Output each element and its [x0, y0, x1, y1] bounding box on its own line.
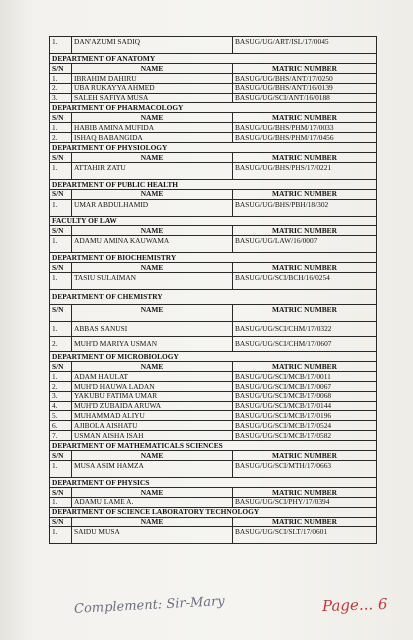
- department-title: DEPARTMENT OF PHARMACOLOGY: [50, 103, 377, 113]
- table-row: [50, 162, 377, 179]
- matric-number-cell: BASUG/UG/SCI/PHY/17/0394: [233, 497, 377, 507]
- matric-number-header: MATRIC NUMBER: [233, 517, 377, 527]
- matric-number-cell: BASUG/UG/SCI/CHM/17/0607: [233, 337, 377, 352]
- department-title: DEPARTMENT OF CHEMISTRY: [50, 290, 377, 305]
- student-name-cell: HABIB AMINA MUFIDA: [72, 123, 233, 133]
- student-name-cell: USMAN AISHA ISAH: [72, 431, 233, 441]
- department-heading-row: [50, 477, 377, 487]
- serial-number-cell: 1.: [50, 527, 72, 544]
- student-name-cell: MUH'D HAUWA LADAN: [72, 381, 233, 391]
- student-name-cell: ATTAHIR ZATU: [72, 162, 233, 179]
- serial-number-cell: 3.: [50, 391, 72, 401]
- student-name-header: NAME: [72, 63, 233, 73]
- table-row: [50, 527, 377, 544]
- table-row: [50, 497, 377, 507]
- matric-number-cell: BASUG/UG/SCI/MCB/17/0582: [233, 431, 377, 441]
- serial-number-header: S/N: [50, 113, 72, 123]
- matric-number-header: MATRIC NUMBER: [233, 63, 377, 73]
- student-name-cell: UBA RUKAYYA AHMED: [72, 83, 233, 93]
- table-row: [50, 381, 377, 391]
- matric-number-header: MATRIC NUMBER: [233, 113, 377, 123]
- table-row: [50, 199, 377, 216]
- student-name-header: NAME: [72, 226, 233, 236]
- student-list-table: [49, 36, 377, 544]
- table-row: [50, 73, 377, 83]
- serial-number-cell: 4.: [50, 401, 72, 411]
- matric-number-header: MATRIC NUMBER: [233, 263, 377, 273]
- serial-number-cell: 1.: [50, 73, 72, 83]
- serial-number-header: S/N: [50, 226, 72, 236]
- matric-number-cell: BASUG/UG/SCI/MCB/17/0011: [233, 371, 377, 381]
- serial-number-cell: 1.: [50, 199, 72, 216]
- student-name-header: NAME: [72, 362, 233, 372]
- matric-number-header: MATRIC NUMBER: [233, 362, 377, 372]
- department-title: DEPARTMENT OF PHYSIOLOGY: [50, 143, 377, 153]
- serial-number-cell: 5.: [50, 411, 72, 421]
- student-name-cell: SALEH SAFIYA MUSA: [72, 93, 233, 103]
- matric-number-cell: BASUG/UG/BHS/PHM/17/0456: [233, 133, 377, 143]
- student-name-header: NAME: [72, 487, 233, 497]
- matric-number-header: MATRIC NUMBER: [233, 451, 377, 461]
- serial-number-cell: 7.: [50, 431, 72, 441]
- department-heading-row: [50, 290, 377, 305]
- matric-number-cell: BASUG/UG/BHS/PHM/17/0033: [233, 123, 377, 133]
- matric-number-cell: BASUG/UG/LAW/16/0007: [233, 236, 377, 253]
- handwritten-complement-note: Complement: Sir-Mary: [73, 594, 225, 617]
- matric-number-cell: BASUG/UG/BHS/PBH/18/302: [233, 199, 377, 216]
- matric-number-header: MATRIC NUMBER: [233, 152, 377, 162]
- department-heading-row: [50, 143, 377, 153]
- serial-number-cell: 1.: [50, 123, 72, 133]
- department-heading-row: [50, 352, 377, 362]
- department-title: DEPARTMENT OF BIOCHEMISTRY: [50, 253, 377, 263]
- serial-number-header: S/N: [50, 189, 72, 199]
- matric-number-cell: BASUG/UG/SCI/CHM/17/0322: [233, 322, 377, 337]
- serial-number-cell: 2.: [50, 337, 72, 352]
- serial-number-cell: 1.: [50, 497, 72, 507]
- department-heading-row: [50, 253, 377, 263]
- student-name-cell: SAIDU MUSA: [72, 527, 233, 544]
- table-row: [50, 273, 377, 290]
- table-row: [50, 460, 377, 477]
- table-row: [50, 391, 377, 401]
- student-name-cell: ADAMU LAME A.: [72, 497, 233, 507]
- department-heading-row: [50, 441, 377, 451]
- student-name-cell: ADAM HAULAT: [72, 371, 233, 381]
- table-row: [50, 431, 377, 441]
- student-name-header: NAME: [72, 451, 233, 461]
- student-name-header: NAME: [72, 305, 233, 322]
- matric-number-cell: BASUG/UG/SCI/MCB/17/0068: [233, 391, 377, 401]
- column-header-row: [50, 226, 377, 236]
- matric-number-cell: BASUG/UG/ART/ISL/17/0045: [233, 37, 377, 54]
- student-name-cell: ABBAS SANUSI: [72, 322, 233, 337]
- serial-number-cell: 1.: [50, 371, 72, 381]
- matric-number-cell: BASUG/UG/SCI/MTH/17/0663: [233, 460, 377, 477]
- serial-number-cell: 1.: [50, 236, 72, 253]
- table-row: [50, 83, 377, 93]
- serial-number-cell: 6.: [50, 421, 72, 431]
- student-name-header: NAME: [72, 517, 233, 527]
- table-row: [50, 411, 377, 421]
- department-heading-row: [50, 216, 377, 226]
- column-header-row: [50, 517, 377, 527]
- column-header-row: [50, 263, 377, 273]
- matric-number-cell: BASUG/UG/SCI/MCB/17/0196: [233, 411, 377, 421]
- department-title: DEPARTMENT OF MICROBIOLOGY: [50, 352, 377, 362]
- student-name-header: NAME: [72, 263, 233, 273]
- serial-number-cell: 1.: [50, 37, 72, 54]
- department-title: DEPARTMENT OF ANATOMY: [50, 54, 377, 64]
- table-row: [50, 337, 377, 352]
- serial-number-header: S/N: [50, 63, 72, 73]
- serial-number-cell: 1.: [50, 460, 72, 477]
- serial-number-cell: 2.: [50, 83, 72, 93]
- serial-number-cell: 2.: [50, 133, 72, 143]
- student-name-cell: IBRAHIM DAHIRU: [72, 73, 233, 83]
- table-row: [50, 133, 377, 143]
- matric-number-cell: BASUG/UG/SCI/ANT/16/0188: [233, 93, 377, 103]
- student-name-cell: MUSA ASIM HAMZA: [72, 460, 233, 477]
- column-header-row: [50, 113, 377, 123]
- department-heading-row: [50, 179, 377, 189]
- student-name-header: NAME: [72, 113, 233, 123]
- matric-number-cell: BASUG/UG/BHS/PHS/17/0221: [233, 162, 377, 179]
- serial-number-header: S/N: [50, 517, 72, 527]
- table-row: [50, 123, 377, 133]
- department-title: DEPARTMENT OF PHYSICS: [50, 477, 377, 487]
- serial-number-cell: 2.: [50, 381, 72, 391]
- column-header-row: [50, 451, 377, 461]
- department-title: DEPARTMENT OF SCIENCE LABORATORY TECHNOLOGY: [50, 507, 377, 517]
- matric-number-cell: BASUG/UG/SCI/SLT/17/0601: [233, 527, 377, 544]
- serial-number-cell: 1.: [50, 162, 72, 179]
- department-heading-row: [50, 507, 377, 517]
- student-name-header: NAME: [72, 152, 233, 162]
- department-title: DEPARTMENT OF MATHEMATICALS SCIENCES: [50, 441, 377, 451]
- serial-number-cell: 1.: [50, 273, 72, 290]
- matric-number-cell: BASUG/UG/SCI/MCB/17/0067: [233, 381, 377, 391]
- table-row: [50, 401, 377, 411]
- serial-number-header: S/N: [50, 487, 72, 497]
- student-name-cell: ISHAQ BABANGIDA: [72, 133, 233, 143]
- department-heading-row: [50, 54, 377, 64]
- matric-number-cell: BASUG/UG/BHS/ANT/17/0250: [233, 73, 377, 83]
- student-name-cell: DAN'AZUMI SADIQ: [72, 37, 233, 54]
- matric-number-cell: BASUG/UG/SCI/MCB/17/0524: [233, 421, 377, 431]
- table-row: [50, 322, 377, 337]
- serial-number-header: S/N: [50, 305, 72, 322]
- matric-number-header: MATRIC NUMBER: [233, 226, 377, 236]
- table-row: [50, 93, 377, 103]
- department-heading-row: [50, 103, 377, 113]
- matric-number-header: MATRIC NUMBER: [233, 305, 377, 322]
- serial-number-header: S/N: [50, 152, 72, 162]
- column-header-row: [50, 362, 377, 372]
- student-name-cell: TASIU SULAIMAN: [72, 273, 233, 290]
- serial-number-header: S/N: [50, 451, 72, 461]
- column-header-row: [50, 305, 377, 322]
- student-name-header: NAME: [72, 189, 233, 199]
- matric-number-cell: BASUG/UG/SCI/MCB/17/0144: [233, 401, 377, 411]
- matric-number-header: MATRIC NUMBER: [233, 189, 377, 199]
- table-row: [50, 37, 377, 54]
- column-header-row: [50, 63, 377, 73]
- matric-number-cell: BASUG/UG/SCI/BCH/16/0254: [233, 273, 377, 290]
- matric-number-header: MATRIC NUMBER: [233, 487, 377, 497]
- student-name-cell: MUH'D ZUBAIDA ARUWA: [72, 401, 233, 411]
- column-header-row: [50, 152, 377, 162]
- table-row: [50, 421, 377, 431]
- serial-number-cell: 3.: [50, 93, 72, 103]
- table-row: [50, 236, 377, 253]
- column-header-row: [50, 189, 377, 199]
- serial-number-cell: 1.: [50, 322, 72, 337]
- student-name-cell: AJIBOLA AISHATU: [72, 421, 233, 431]
- column-header-row: [50, 487, 377, 497]
- student-name-cell: ADAMU AMINA KAUWAMA: [72, 236, 233, 253]
- student-name-cell: YAKUBU FATIMA UMAR: [72, 391, 233, 401]
- serial-number-header: S/N: [50, 362, 72, 372]
- matric-number-cell: BASUG/UG/BHS/ANT/16/0139: [233, 83, 377, 93]
- student-name-cell: MUHAMMAD ALIYU: [72, 411, 233, 421]
- department-title: FACULTY OF LAW: [50, 216, 377, 226]
- handwritten-page-number: Page... 6: [321, 594, 388, 616]
- student-name-cell: UMAR ABDULHAMID: [72, 199, 233, 216]
- department-title: DEPARTMENT OF PUBLIC HEALTH: [50, 179, 377, 189]
- table-row: [50, 371, 377, 381]
- serial-number-header: S/N: [50, 263, 72, 273]
- student-name-cell: MUH'D MARIYA USMAN: [72, 337, 233, 352]
